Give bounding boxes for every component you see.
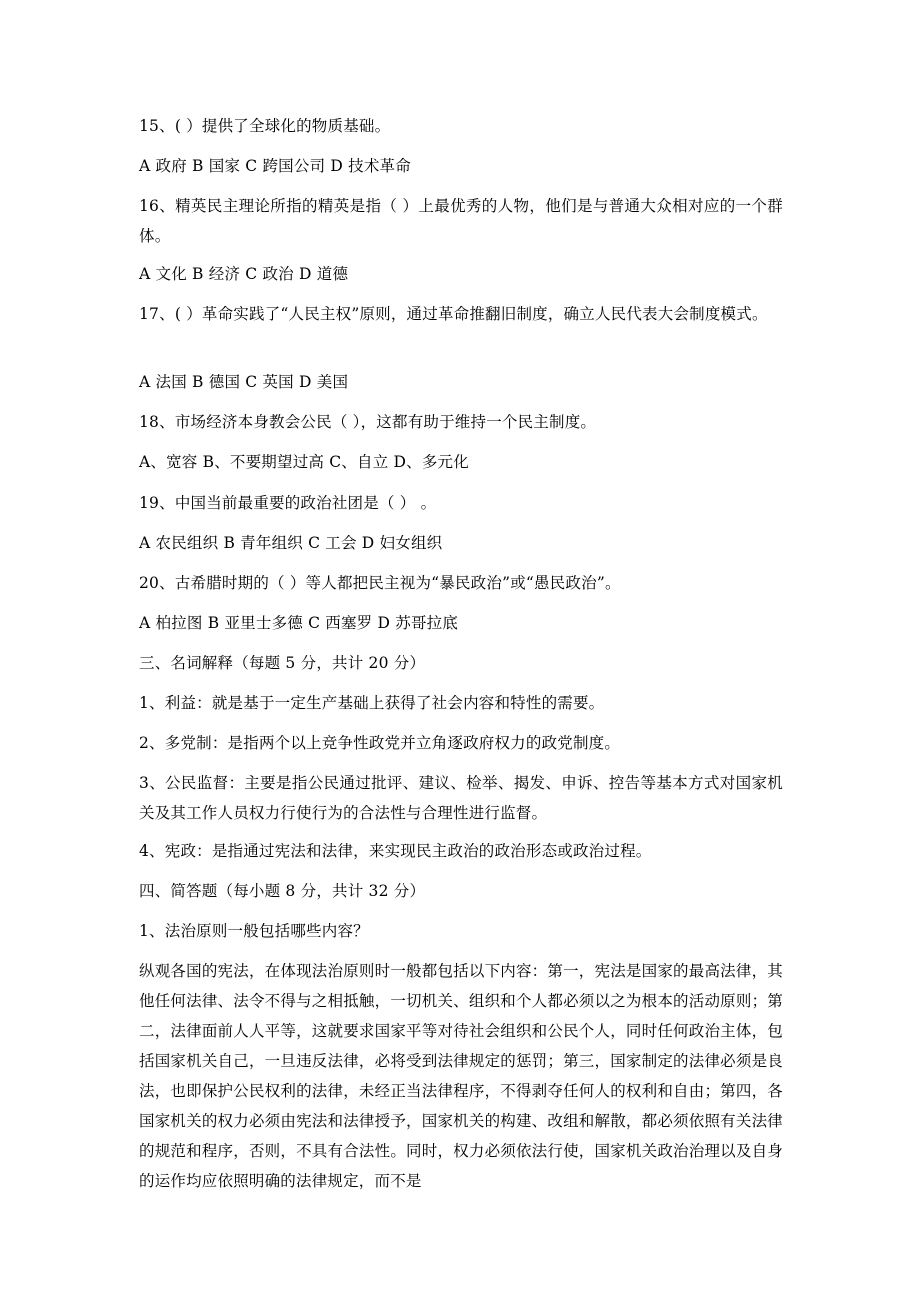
question-16: 16、精英民主理论所指的精英是指（ ）上最优秀的人物，他们是与普通大众相对应的一个群体。	[139, 197, 783, 245]
question-16-options: A 文化 B 经济 C 政治 D 道德	[139, 265, 349, 283]
question-17: 17、( ）革命实践了“人民主权”原则，通过革命推翻旧制度，确立人民代表大会制度模式。	[139, 305, 768, 323]
term-definition: 3、公民监督：主要是指公民通过批评、建议、检举、揭发、申诉、控告等基本方式对国家机关及其工作人员权力行使行为的合法性与合理性进行监督。	[139, 774, 783, 822]
question-15-options: A 政府 B 国家 C 跨国公司 D 技术革命	[139, 157, 411, 175]
question-15: 15、( ）提供了全球化的物质基础。	[139, 117, 391, 135]
term-definition: 2、多党制：是指两个以上竞争性政党并立角逐政府权力的政党制度。	[139, 734, 621, 752]
short-answer-body: 纵观各国的宪法，在体现法治原则时一般都包括以下内容：第一，宪法是国家的最高法律，其他任何法律、法令不得与之相抵触，一切机关、组织和个人都必须以之为根本的活动原则；第二，法律面前人人平等，这就要求国家平等对待社会组织和公民个人，同时任何政治主体，包括国家机关自己，一旦违反法律，必将受到法律规定的惩罚；第三，国家制定的法律必须是良法，也即保护公民权利的法律，未经正当法律程序，不得剥夺任何人的权利和自由；第四，各国家机关的权力必须由宪法和法律授予，国家机关的构建、改组和解散，都必须依照有关法律的规范和程序，否则，不具有合法性。同时，权力必须依法行使，国家机关政治治理以及自身的运作均应依照明确的法律规定，而不是	[139, 962, 783, 1190]
question-20-options: A 柏拉图 B 亚里士多德 C 西塞罗 D 苏哥拉底	[139, 614, 459, 632]
term-definition: 1、利益：就是基于一定生产基础上获得了社会内容和特性的需要。	[139, 694, 605, 712]
section-3-heading: 三、名词解释（每题 5 分，共计 20 分）	[139, 654, 426, 672]
question-18: 18、市场经济本身教会公民（ ），这都有助于维持一个民主制度。	[139, 413, 597, 431]
term-definition: 4、宪政：是指通过宪法和法律，来实现民主政治的政治形态或政治过程。	[139, 842, 652, 860]
short-answer-question-1: 1、法治原则一般包括哪些内容？	[139, 922, 369, 940]
question-17-options: A 法国 B 德国 C 英国 D 美国	[139, 373, 349, 391]
section-4-heading: 四、简答题（每小题 8 分，共计 32 分）	[139, 882, 426, 900]
question-19: 19、中国当前最重要的政治社团是（ ） 。	[139, 494, 437, 512]
question-20: 20、古希腊时期的（ ）等人都把民主视为“暴民政治”或“愚民政治”。	[139, 574, 621, 592]
question-18-options: A、宽容 B、不要期望过高 C、自立 D、多元化	[139, 453, 469, 471]
question-19-options: A 农民组织 B 青年组织 C 工会 D 妇女组织	[139, 534, 443, 552]
